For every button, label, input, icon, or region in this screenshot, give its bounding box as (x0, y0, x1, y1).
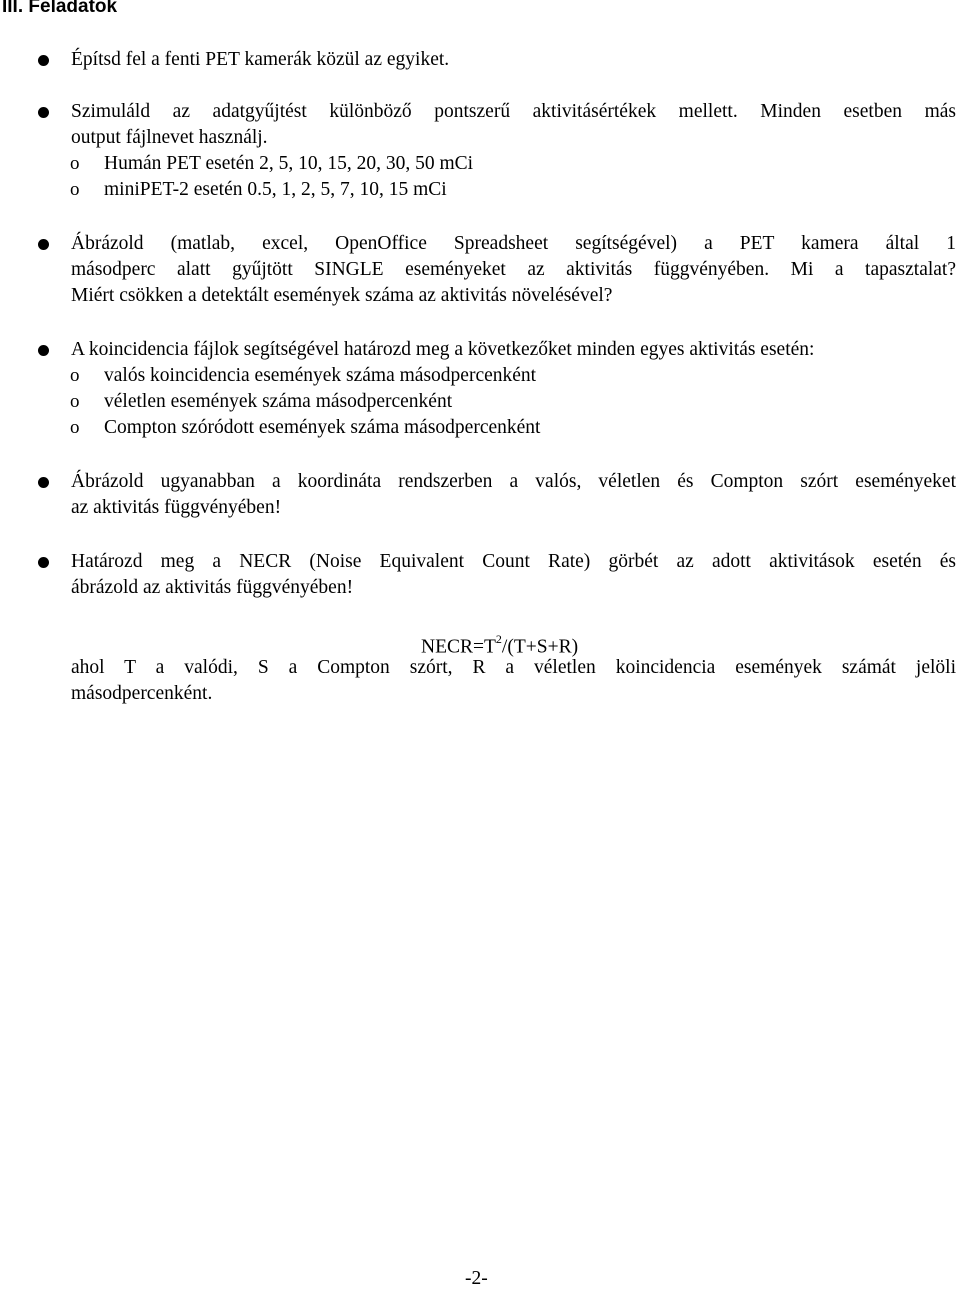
item-4-line-1: A koincidencia fájlok segítségével határozd meg a következőket minden egyes aktivitás esetén: (71, 339, 815, 360)
formula-exponent: 2 (495, 632, 502, 646)
item-2-sub-2: miniPET-2 esetén 0.5, 1, 2, 5, 7, 10, 15 mCi (104, 179, 447, 200)
formula-explanation-line-1: ahol T a valódi, S a Compton szórt, R a véletlen koincidencia események számát jelöli (71, 657, 956, 678)
item-4-sub-2: véletlen események száma másodpercenként (104, 391, 453, 412)
item-6-line-1: Határozd meg a NECR (Noise Equivalent Count Rate) görbét az adott aktivitások esetén és (71, 551, 956, 572)
formula-explanation-line-2: másodpercenként. (71, 683, 213, 704)
item-2-sub-1: Humán PET esetén 2, 5, 10, 15, 20, 30, 50 mCi (104, 153, 474, 174)
bullet-icon (38, 107, 49, 118)
item-5-line-1: Ábrázold ugyanabban a koordináta rendszerben a valós, véletlen és Compton szórt eseményeket (71, 471, 956, 492)
item-5-line-2: az aktivitás függvényében! (71, 497, 282, 518)
sub-marker-icon: o (70, 179, 80, 200)
bullet-icon (38, 477, 49, 488)
bullet-icon (38, 557, 49, 568)
sub-marker-icon: o (70, 153, 80, 174)
sub-marker-icon: o (70, 391, 80, 412)
section-heading: III. Feladatok (2, 0, 118, 17)
sub-marker-icon: o (70, 417, 80, 438)
item-4-sub-1: valós koincidencia események száma másodpercenként (104, 365, 537, 386)
bullet-icon (38, 345, 49, 356)
sub-marker-icon: o (70, 365, 80, 386)
bullet-icon (38, 55, 49, 66)
item-3-line-3: Miért csökken a detektált események száma az aktivitás növelésével? (71, 285, 613, 306)
item-2-line-2: output fájlnevet használj. (71, 127, 268, 148)
item-4-sub-3: Compton szóródott események száma másodpercenként (104, 417, 541, 438)
item-3-line-2: másodperc alatt gyűjtött SINGLE eseményeket az aktivitás függvényében. Mi a tapasztalat? (71, 259, 956, 280)
page-number: -2- (465, 1268, 488, 1289)
item-6-line-2: ábrázold az aktivitás függvényében! (71, 577, 354, 598)
item-1-line-1: Építsd fel a fenti PET kamerák közül az egyiket. (71, 49, 450, 70)
formula-prefix: NECR=T (421, 636, 496, 658)
item-2-line-1: Szimuláld az adatgyűjtést különböző pontszerű aktivitásértékek mellett. Minden esetben más (71, 101, 956, 122)
bullet-icon (38, 239, 49, 250)
formula-suffix: /(T+S+R) (501, 636, 579, 658)
item-3-line-1: Ábrázold (matlab, excel, OpenOffice Spreadsheet segítségével) a PET kamera által 1 (71, 233, 956, 254)
